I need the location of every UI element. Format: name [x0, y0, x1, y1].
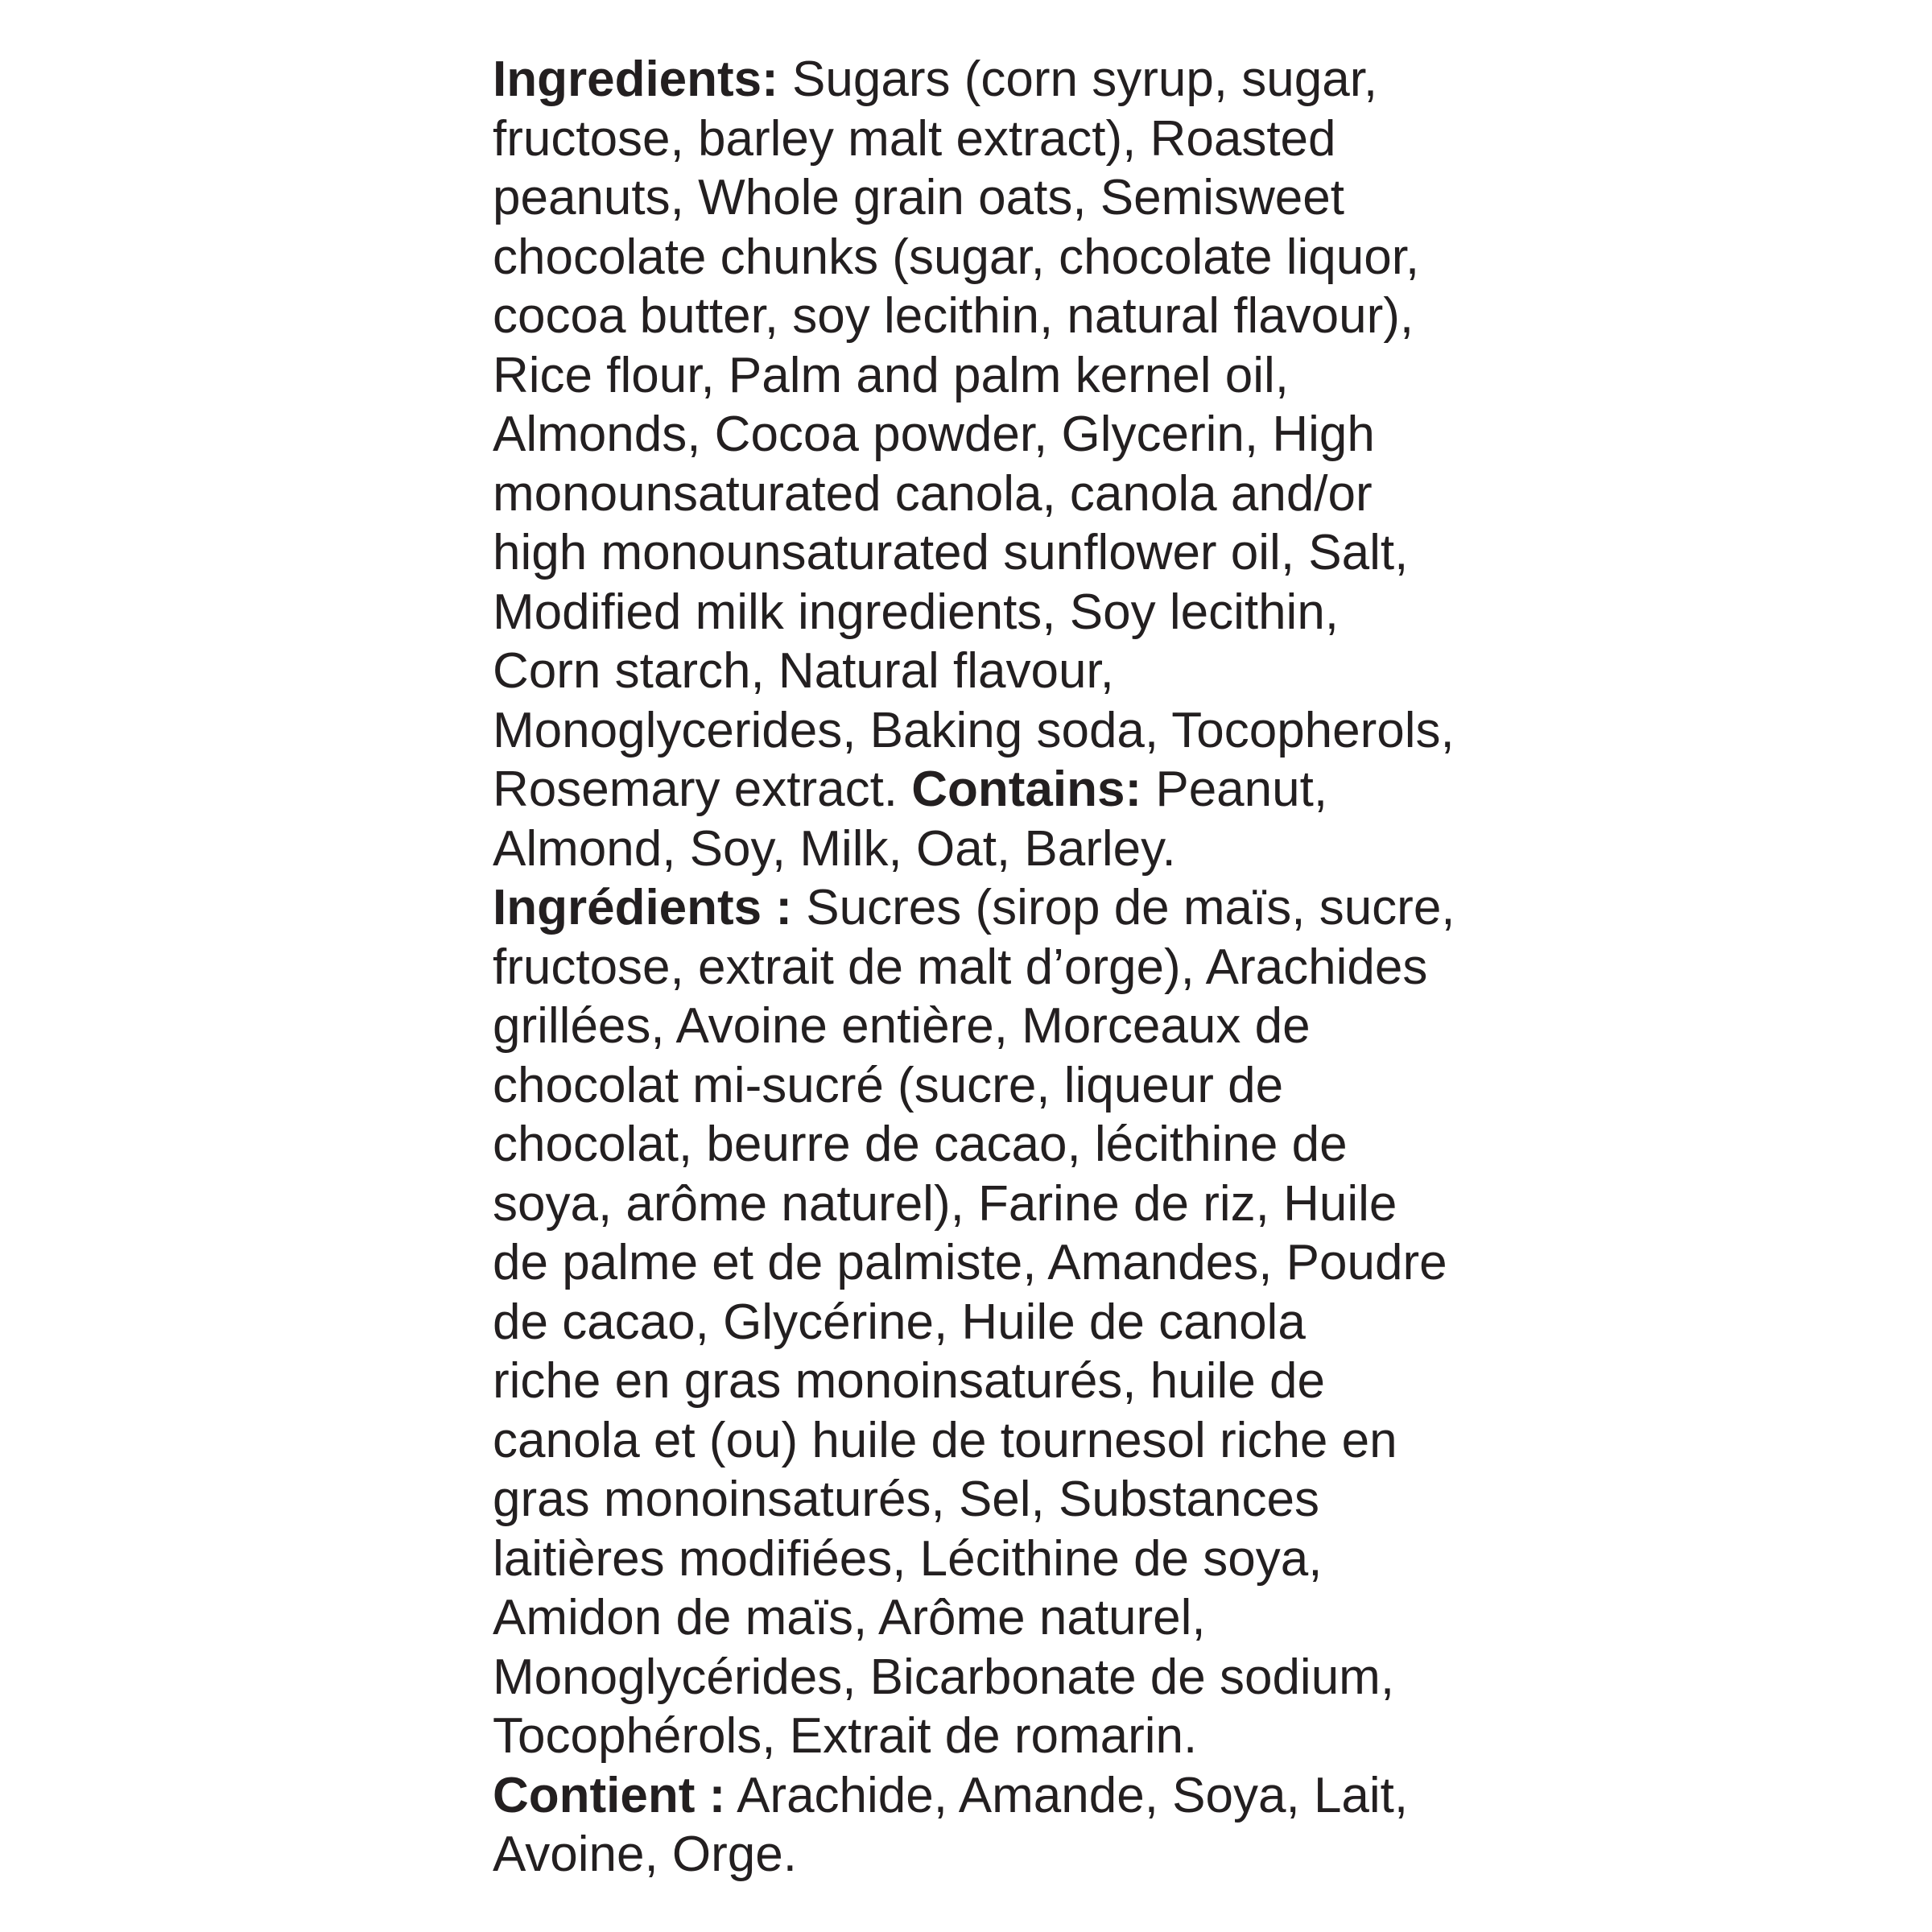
en-ingredients-line-4: chocolate chunks (sugar, chocolate liquor,	[493, 229, 1420, 285]
en-ingredients-line-1	[493, 50, 1475, 109]
fr-ingredients-line-8: de cacao, Glycérine, Huile de canola	[493, 1294, 1306, 1350]
en-ingredients-line-6: Rice flour, Palm and palm kernel oil,	[493, 347, 1290, 403]
en-last-ingredient: Rosemary extract.	[493, 762, 912, 817]
fr-ingredients-line-3: grillées, Avoine entière, Morceaux de	[493, 998, 1311, 1054]
en-ingredients-line-3: peanuts, Whole grain oats, Semisweet	[493, 170, 1344, 225]
fr-ingredients-line-12: laitières modifiées, Lécithine de soya,	[493, 1530, 1323, 1587]
en-ingredients-line-10: Modified milk ingredients, Soy lecithin,	[493, 584, 1340, 640]
en-ingredients-line-7: Almonds, Cocoa powder, Glycerin, High	[493, 407, 1375, 462]
en-ingredients-line-11: Corn starch, Natural flavour,	[493, 643, 1114, 699]
en-contains-text: Peanut,	[1141, 762, 1328, 817]
fr-ingredients-line-7: de palme et de palmiste, Amandes, Poudre	[493, 1235, 1447, 1290]
fr-ingredients-line-4: chocolat mi-sucré (sucre, liqueur de	[493, 1057, 1284, 1113]
en-ingredients-line-2: fructose, barley malt extract), Roasted	[493, 110, 1336, 167]
en-ingredients-line-8: monounsaturated canola, canola and/or	[493, 465, 1373, 522]
fr-contains-text: Arachide, Amande, Soya, Lait,	[725, 1767, 1409, 1823]
fr-contains-line-2: Avoine, Orge.	[493, 1827, 797, 1882]
fr-ingredients-text: Sucres (sirop de maïs, sucre,	[792, 880, 1455, 935]
ingredients-label-panel	[493, 50, 1475, 1885]
fr-ingredients-line-9: riche en gras monoinsaturés, huile de	[493, 1353, 1325, 1409]
en-contains-heading: Contains:	[911, 762, 1142, 817]
en-ingredients-text: Sugars (corn syrup, sugar,	[778, 52, 1378, 107]
fr-ingredients-line-13: Amidon de maïs, Arôme naturel,	[493, 1590, 1206, 1645]
fr-contains-heading: Contient :	[493, 1767, 726, 1823]
fr-ingredients-line-5: chocolat, beurre de cacao, lécithine de	[493, 1117, 1348, 1172]
fr-ingredients-line-10: canola et (ou) huile de tournesol riche en	[493, 1412, 1397, 1468]
fr-ingredients-line-1	[493, 878, 1475, 938]
fr-ingredients-heading: Ingrédients :	[493, 880, 793, 935]
en-ingredients-line-5: cocoa butter, soy lecithin, natural flavour),	[493, 288, 1414, 344]
fr-ingredients-line-14: Monoglycérides, Bicarbonate de sodium,	[493, 1649, 1395, 1705]
en-ingredients-line-9: high monounsaturated sunflower oil, Salt,	[493, 525, 1409, 580]
en-contains-line-2: Almond, Soy, Milk, Oat, Barley.	[493, 820, 1176, 877]
en-contains-line-1	[493, 760, 1475, 819]
fr-ingredients-line-6: soya, arôme naturel), Farine de riz, Huile	[493, 1175, 1397, 1232]
fr-contains-line-1	[493, 1766, 1475, 1826]
en-ingredients-heading: Ingredients:	[493, 52, 778, 107]
en-ingredients-line-12: Monoglycerides, Baking soda, Tocopherols,	[493, 702, 1455, 758]
fr-ingredients-line-11: gras monoinsaturés, Sel, Substances	[493, 1472, 1319, 1527]
fr-ingredients-line-15: Tocophérols, Extrait de romarin.	[493, 1708, 1198, 1764]
fr-ingredients-line-2: fructose, extrait de malt d’orge), Arachides	[493, 939, 1428, 995]
